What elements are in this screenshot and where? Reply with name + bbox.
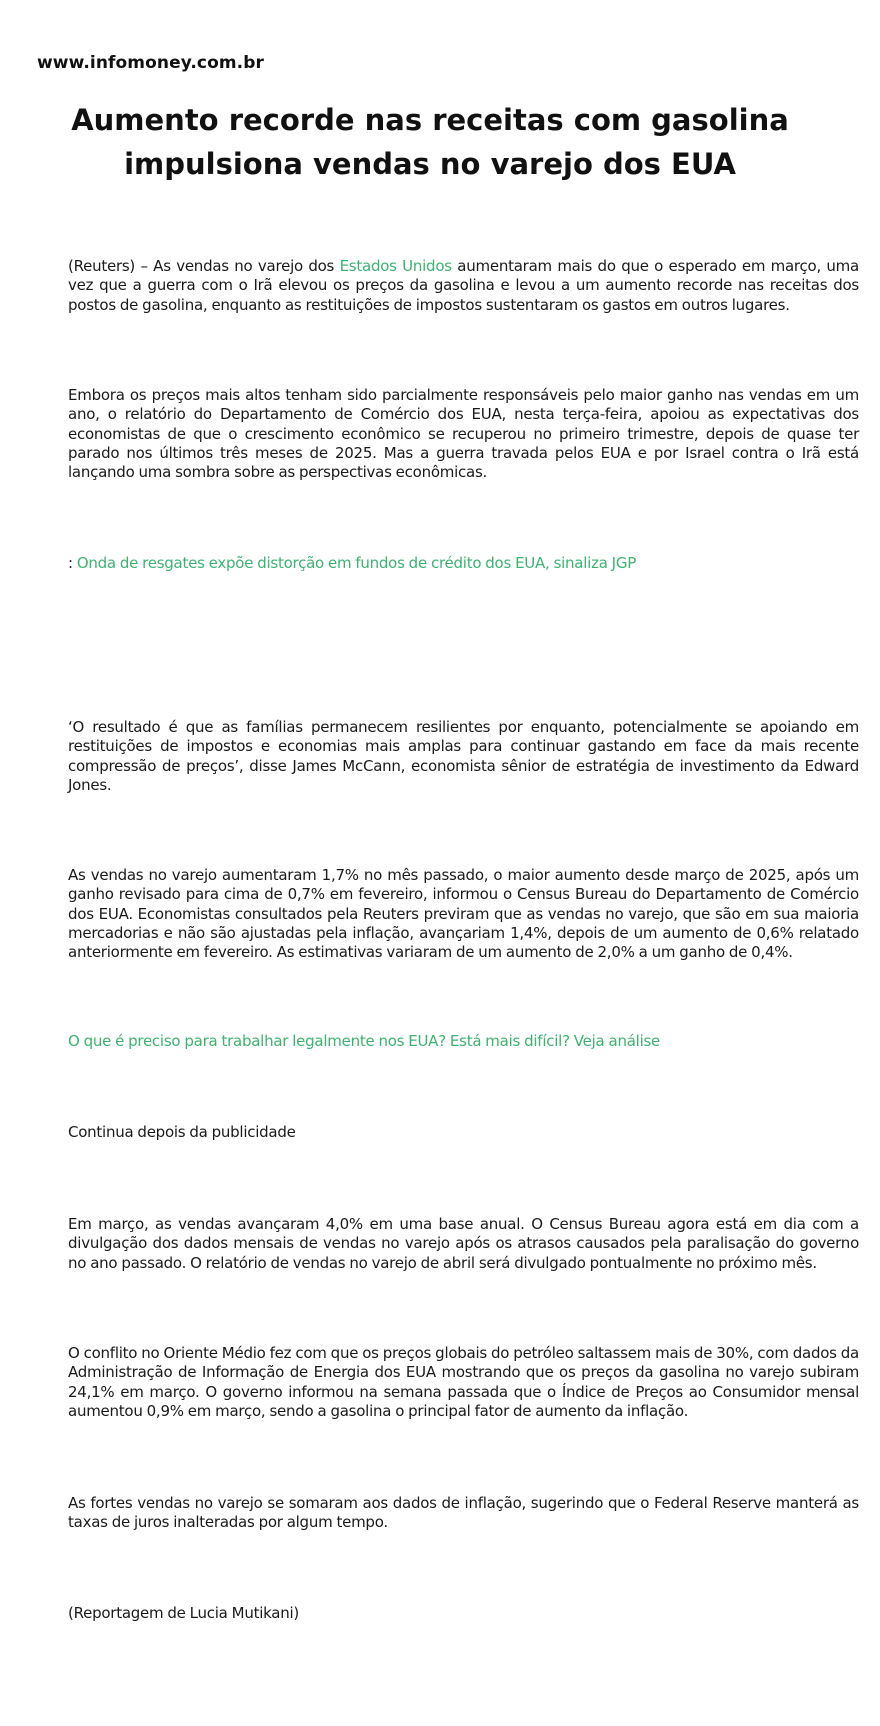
related-link-jgp[interactable]: Onda de resgates expõe distorção em fundos de crédito dos EUA, sinaliza JGP: [76, 554, 637, 572]
related-article-2: [68, 1032, 859, 1051]
paragraph-3: ‘O resultado é que as famílias permanecem resilientes por enquanto, potencialmente se apoiando em restituições de impostos e economias mais amplas para continuar gastando em face da mais recente compressão de preços’, disse James McCann, economista sênior de estratégia de investimento da Edward Jones.: [68, 718, 859, 794]
ad-notice: Continua depois da publicidade: [68, 1123, 296, 1141]
paragraph-2: Embora os preços mais altos tenham sido parcialmente responsáveis pelo maior ganho nas vendas em um ano, o relatório do Departamento de Comércio dos EUA, nesta terça-feira, apoiou as expectativas dos economistas de que o crescimento econômico se recuperou no primeiro trimestre, depois de quase ter parado nos últimos três meses de 2025. Mas a guerra travada pelos EUA e por Israel contra o Irã está lançando uma sombra sobre as perspectivas econômicas.: [68, 386, 859, 482]
site-url: www.infomoney.com.br: [37, 53, 264, 73]
related-link-eua-trabalho[interactable]: O que é preciso para trabalhar legalmente nos EUA? Está mais difícil? Veja análise: [68, 1032, 661, 1050]
paragraph-6: O conflito no Oriente Médio fez com que os preços globais do petróleo saltassem mais de 30%, com dados da Administração de Informação de Energia dos EUA mostrando que os preços da gasolina no varejo subiram 24,1% em março. O governo informou na semana passada que o Índice de Preços ao Consumidor mensal aumentou 0,9% em março, sendo a gasolina o principal fator de aumento da inflação.: [68, 1344, 859, 1420]
paragraph-1-text-after: aumentaram mais do que o esperado em março, uma vez que a guerra com o Irã elevou os preços da gasolina e levou a um aumento recorde nas receitas dos postos de gasolina, enquanto as restituições de impostos sustentaram os gastos em outros lugares.: [68, 257, 859, 314]
paragraph-4: As vendas no varejo aumentaram 1,7% no mês passado, o maior aumento desde março de 2025, após um ganho revisado para cima de 0,7% em fevereiro, informou o Census Bureau do Departamento de Comércio dos EUA. Economistas consultados pela Reuters previram que as vendas no varejo, que são em sua maioria mercadorias e não são ajustadas pela inflação, avançariam 1,4%, depois de um aumento de 0,6% relatado anteriormente em fevereiro. As estimativas variaram de um aumento de 2,0% a um ganho de 0,4%.: [68, 866, 859, 962]
paragraph-1-text-before: (Reuters) – As vendas no varejo dos: [68, 257, 340, 275]
article-title: Aumento recorde nas receitas com gasolina impulsiona vendas no varejo dos EUA: [71, 103, 789, 181]
paragraph-7: As fortes vendas no varejo se somaram aos dados de inflação, sugerindo que o Federal Reserve manterá as taxas de juros inalteradas por algum tempo.: [68, 1494, 859, 1532]
link-estados-unidos[interactable]: Estados Unidos: [339, 257, 452, 275]
related-prefix: :: [68, 554, 77, 572]
related-article-1: [68, 554, 859, 573]
byline: (Reportagem de Lucia Mutikani): [68, 1604, 300, 1622]
paragraph-5: Em março, as vendas avançaram 4,0% em uma base anual. O Census Bureau agora está em dia com a divulgação dos dados mensais de vendas no varejo após os atrasos causados pela paralisação do governo no ano passado. O relatório de vendas no varejo de abril será divulgado pontualmente no próximo mês.: [68, 1215, 859, 1272]
paragraph-1: [68, 257, 859, 315]
